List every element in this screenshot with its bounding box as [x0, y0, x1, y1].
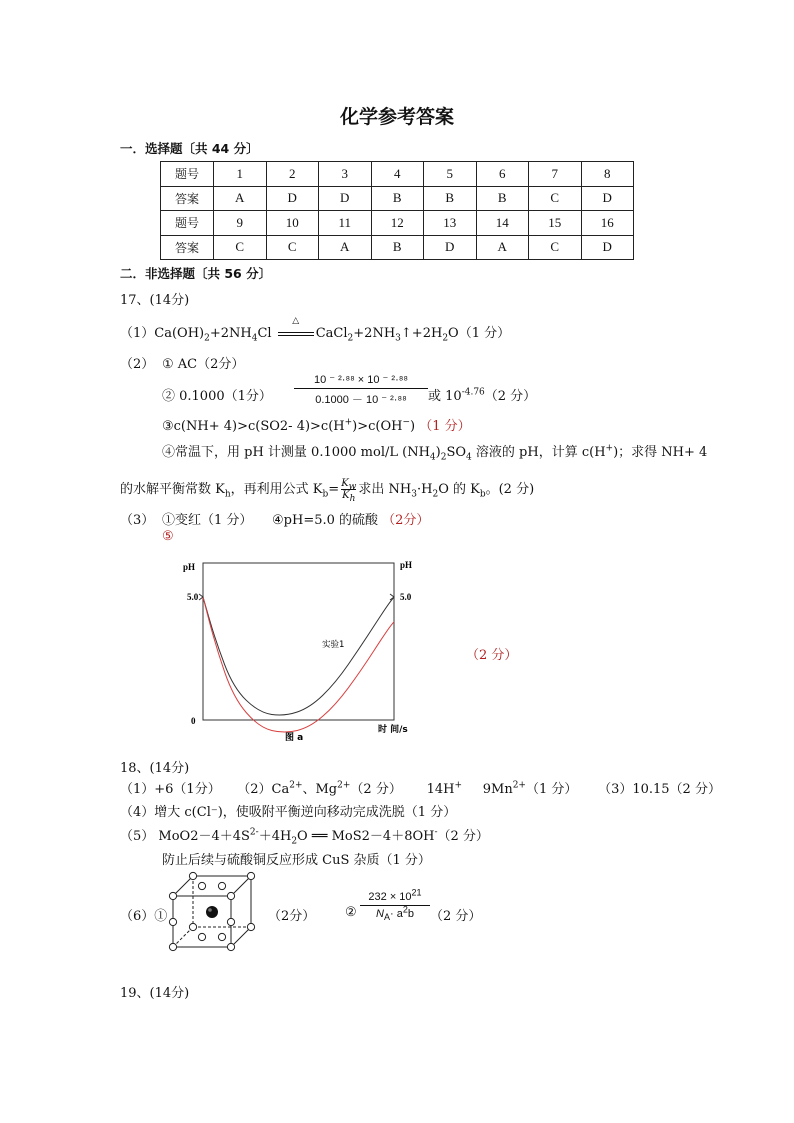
table-cell: 9 [214, 211, 267, 236]
page-title: 化学参考答案 [339, 106, 454, 128]
q18-line3: （5） $MoO2-4+4S^{2-}+4H_2O$ ══ MoS2－4＋8OH-（2 分） [120, 827, 489, 847]
y-tick-5: 5.0 [187, 592, 199, 602]
y-tick-0: 0 [191, 716, 196, 726]
series-label-exp1: 实验1 [322, 640, 345, 650]
plot-frame [203, 563, 394, 720]
q17-part3-item4: ④pH=5.0 的硫酸 （2分） [272, 513, 430, 528]
q17-heading: 17、(14分) [120, 293, 190, 308]
table-cell: 5 [424, 162, 477, 187]
start-marker [199, 594, 203, 600]
table-cell: D [266, 186, 319, 211]
table-cell: 12 [371, 211, 424, 236]
q17-part2-item2: ② 0.1000（1分） [162, 389, 272, 404]
q18-line1: （1）+6（1分） $(2)Ca^{2+}$、$Mg^{2+}(2$ 分） 14H+ $9Mn^{2+}(1$ 分） （3）10.15（2 分） [120, 780, 721, 797]
table-cell: C [529, 235, 582, 260]
q18-heading: 18、(14分) [120, 761, 190, 776]
table-cell: 2 [266, 162, 319, 187]
table-cell: 15 [529, 211, 582, 236]
table-row-header: 题号 [161, 162, 214, 187]
reaction-arrow: △ [276, 326, 316, 341]
q17-part2-item2-alt: 或 $10^{-4.76}(2$ 分） [428, 387, 537, 404]
q17-part2-label: （2） [120, 357, 155, 372]
table-cell: D [319, 186, 372, 211]
density-fraction: $\frac{232 \times 10^{21}}{N_A\cdot a^2b}$ [360, 891, 430, 920]
crystal-cell-diagram [165, 868, 263, 954]
table-row [161, 186, 634, 211]
table-cell: 10 [266, 211, 319, 236]
table-cell: 7 [529, 162, 582, 187]
table-cell: 6 [476, 162, 529, 187]
x-axis-label: 时 间/s [378, 725, 408, 735]
table-cell: 13 [424, 211, 477, 236]
q17-part3-label: （3） [120, 513, 155, 528]
table-cell: B [371, 235, 424, 260]
table-cell: A [319, 235, 372, 260]
section-choice-heading: 一．选择题〔共 44 分〕 [120, 141, 259, 156]
table-cell: D [581, 186, 634, 211]
chart-caption: 图 a [285, 733, 304, 743]
table-cell: B [476, 186, 529, 211]
table-cell: A [476, 235, 529, 260]
graph-score: （2 分） [466, 648, 518, 663]
table-cell: 16 [581, 211, 634, 236]
q18-part6-item2: ② [345, 905, 357, 920]
q17-part2-item4-cont: 的水解平衡常数 $K_h$，再利用公式 $K_b=$ $\frac{K_w}{K_h}$ 求出 $NH_3\cdot H_2O$ 的 $K_b$。(2 分) [120, 478, 535, 504]
table-row-header: 答案 [161, 186, 214, 211]
table-row-header: 题号 [161, 211, 214, 236]
series-line-1 [203, 597, 394, 715]
q17-part2-item4: ④常温下，用 pH 计测量 0.1000 mol/L $(NH_4)_2SO_4$ 溶液的 pH，计算 c(H+)；求得 NH+ 4 [162, 443, 708, 463]
table-cell: 1 [214, 162, 267, 187]
q18-part6-score1: （2分） [268, 909, 316, 924]
table-cell: D [424, 235, 477, 260]
table-cell: 14 [476, 211, 529, 236]
section-nonchoice-heading: 二．非选择题〔共 56 分〕 [120, 266, 272, 281]
y-tick-right-5: 5.0 [400, 592, 412, 602]
q17-fraction: $\frac{\text{10 ⁻ ²·⁸⁸ × 10 ⁻ ²·⁸⁸}}{\text{0.1000 － 10 ⁻ ²·⁸⁸}}$ [294, 373, 428, 407]
table-cell: 3 [319, 162, 372, 187]
q18-line4: 防止后续与硫酸铜反应形成 CuS 杂质（1 分） [162, 853, 431, 868]
q17-part3-item1: ①变红（1 分） [162, 513, 253, 528]
table-cell: B [371, 186, 424, 211]
ph-chart [175, 552, 430, 747]
table-cell: 11 [319, 211, 372, 236]
table-cell: C [266, 235, 319, 260]
table-cell: 4 [371, 162, 424, 187]
table-row-header: 答案 [161, 235, 214, 260]
end-marker [390, 594, 394, 600]
q18-part6-score2: （2 分） [430, 909, 482, 924]
table-row [161, 235, 634, 260]
q17-part3-item5: ⑤ [162, 529, 174, 544]
q17-part2-item1: ① AC（2分） [162, 357, 245, 372]
table-cell: C [529, 186, 582, 211]
table-row [161, 162, 634, 187]
center-atom [206, 906, 218, 918]
table-cell: A [214, 186, 267, 211]
table-cell: 8 [581, 162, 634, 187]
q18-part6-label: （6）① [120, 909, 168, 924]
q19-heading: 19、(14分) [120, 986, 190, 1001]
q17-part1: $(1)Ca(OH)_2+2NH_4Cl$ △ $CaCl_2+2NH_3↑+2H_2O(1$ 分） [120, 316, 511, 344]
q18-line2: （4）增大 c(Cl⁻)，使吸附平衡逆向移动完成洗脱（1 分） [120, 805, 457, 820]
table-cell: B [424, 186, 477, 211]
table-cell: D [581, 235, 634, 260]
y-axis-label-right: pH [400, 560, 413, 570]
table-row [161, 211, 634, 236]
kb-formula-fraction: $\frac{K_w}{K_h}$ [341, 478, 357, 504]
answer-table [160, 161, 634, 260]
y-axis-label-left: pH [183, 562, 196, 572]
q17-part2-item3: ③c(NH+ 4)>c(SO2- 4)>c(H+)>c(OH−) （1 分） [162, 417, 471, 434]
table-cell: C [214, 235, 267, 260]
